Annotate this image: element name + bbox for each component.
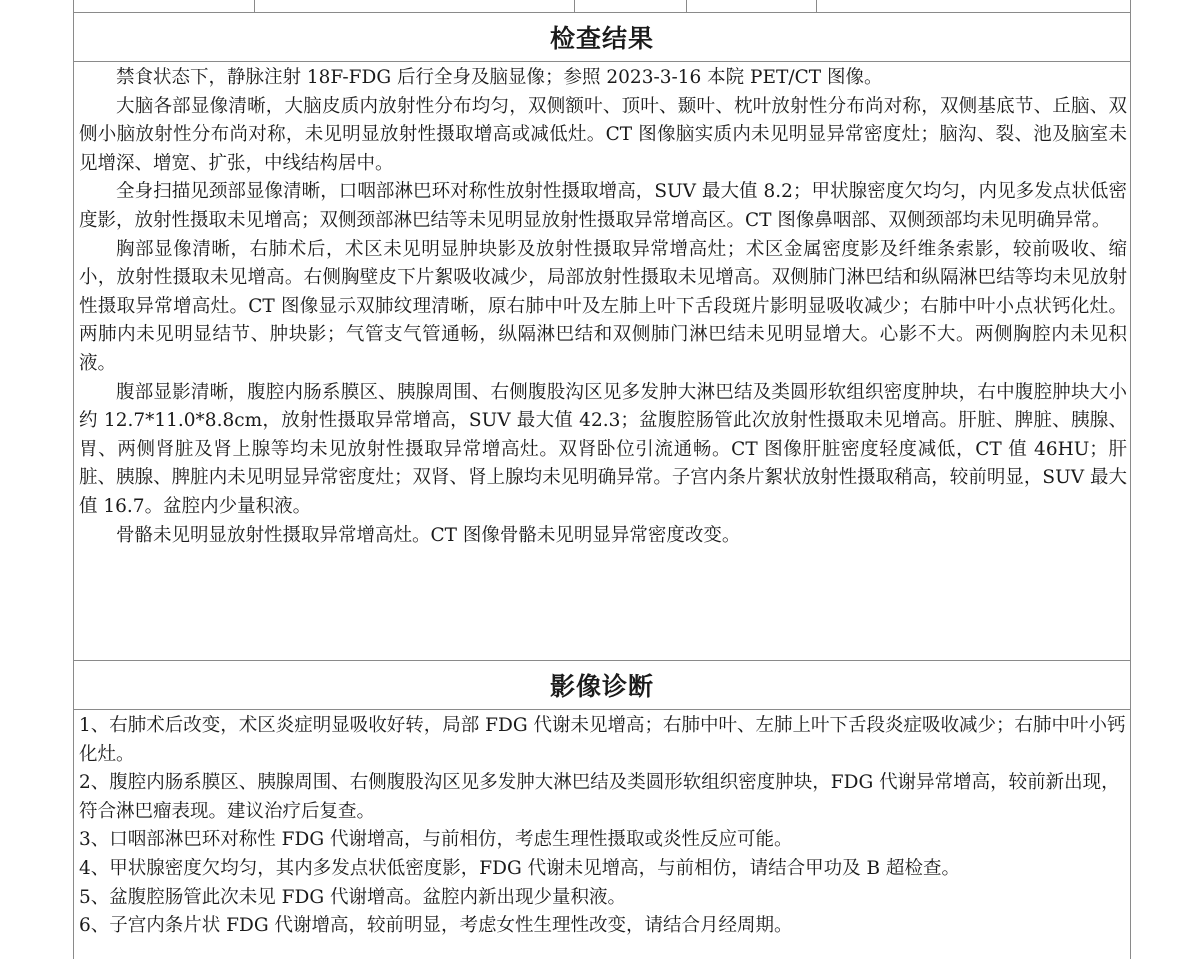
diagnosis-item: 6、子宫内条片状 FDG 代谢增高，较前明显，考虑女性生理性改变，请结合月经周期。 <box>79 915 793 937</box>
findings-text <box>79 64 1127 658</box>
diagnosis-header: 影像诊断 <box>74 660 1130 710</box>
diagnosis-item: 5、盆腹腔肠管此次未见 FDG 代谢增高。盆腔内新出现少量积液。 <box>79 886 626 908</box>
table-cell-divider <box>574 0 575 12</box>
diagnosis-item: 4、甲状腺密度欠均匀，其内多发点状低密度影，FDG 代谢未见增高，与前相仿，请结合甲功及 B 超检查。 <box>79 857 960 879</box>
findings-paragraph: 大脑各部显像清晰，大脑皮质内放射性分布均匀，双侧额叶、顶叶、颞叶、枕叶放射性分布尚对称，双侧基底节、丘脑、双侧小脑放射性分布尚对称，未见明显放射性摄取增高或减低灶。CT 图像脑实质内未见明显异常密度灶；脑沟、裂、池及脑室未见增深、增宽、扩张，中线结构居中。 <box>79 95 1127 174</box>
findings-paragraph: 胸部显像清晰，右肺术后，术区未见明显肿块影及放射性摄取异常增高灶；术区金属密度影及纤维条索影，较前吸收、缩小，放射性摄取未见增高。右侧胸壁皮下片絮吸收减少，局部放射性摄取未见增高。双侧肺门淋巴结和纵隔淋巴结等均未见放射性摄取异常增高灶。CT 图像显示双肺纹理清晰，原右肺中叶及左肺上叶下舌段斑片影明显吸收减少；右肺中叶小点状钙化灶。两肺内未见明显结节、肿块影；气管支气管通畅，纵隔淋巴结和双侧肺门淋巴结未见明显增大。心影不大。两侧胸腔内未见积液。 <box>79 238 1127 374</box>
diagnosis-item: 3、口咽部淋巴环对称性 FDG 代谢增高，与前相仿，考虑生理性摄取或炎性反应可能。 <box>79 829 793 851</box>
findings-header: 检查结果 <box>74 12 1130 62</box>
table-cell-divider <box>686 0 687 12</box>
table-cell-divider <box>816 0 817 12</box>
diagnosis-list <box>79 712 1127 941</box>
findings-paragraph: 骨骼未见明显放射性摄取异常增高灶。CT 图像骨骼未见明显异常密度改变。 <box>116 524 741 546</box>
findings-paragraph: 禁食状态下，静脉注射 18F-FDG 后行全身及脑显像；参照 2023-3-16 本院 PET/CT 图像。 <box>116 67 883 88</box>
report-table <box>73 0 1131 959</box>
diagnosis-item: 2、腹腔内肠系膜区、胰腺周围、右侧腹股沟区见多发肿大淋巴结及类圆形软组织密度肿块，FDG 代谢异常增高，较前新出现，符合淋巴瘤表现。建议治疗后复查。 <box>79 772 1120 822</box>
findings-paragraph: 腹部显影清晰，腹腔内肠系膜区、胰腺周围、右侧腹股沟区见多发肿大淋巴结及类圆形软组织密度肿块，右中腹腔肿块大小约 12.7*11.0*8.8cm，放射性摄取异常增高，SUV 最大值 42.3；盆腹腔肠管此次放射性摄取未见增高。肝脏、脾脏、胰腺、胃、两侧肾脏及肾上腺等均未见放射性摄取异常增高灶。双肾卧位引流通畅。CT 图像肝脏密度轻度减低，CT 值 46HU；肝脏、胰腺、脾脏内未见明显异常密度灶；双肾、肾上腺均未见明确异常。子宫内条片絮状放射性摄取稍高，较前明显，SUV 最大值 16.7。盆腔内少量积液。 <box>79 381 1127 517</box>
findings-paragraph: 全身扫描见颈部显像清晰，口咽部淋巴环对称性放射性摄取增高，SUV 最大值 8.2；甲状腺密度欠均匀，内见多发点状低密度影，放射性摄取未见增高；双侧颈部淋巴结等未见明显放射性摄取异常增高区。CT 图像鼻咽部、双侧颈部均未见明确异常。 <box>79 181 1127 231</box>
diagnosis-item: 1、右肺术后改变，术区炎症明显吸收好转，局部 FDG 代谢未见增高；右肺中叶、左肺上叶下舌段炎症吸收减少；右肺中叶小钙化灶。 <box>79 715 1126 765</box>
table-cell-divider <box>254 0 255 12</box>
